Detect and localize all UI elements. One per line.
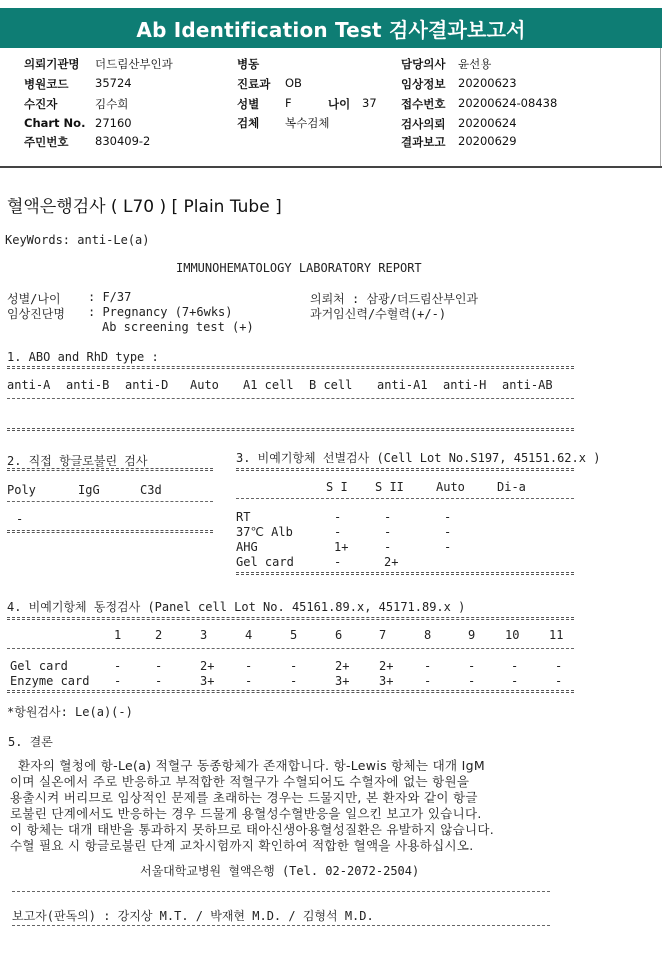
screen-cell: -	[334, 525, 342, 539]
reporter-rule-bottom	[12, 925, 550, 926]
panel-cell: -	[424, 674, 432, 688]
screen-cell: 1+	[334, 540, 349, 554]
section-title: 혈액은행검사 ( L70 ) [ Plain Tube ]	[7, 197, 282, 217]
panel-cell: -	[290, 674, 298, 688]
screen-rule-top	[236, 468, 574, 471]
diagnosis-value-1: : Pregnancy (7+6wks)	[88, 305, 233, 319]
panel-cell: -	[555, 659, 563, 673]
panel-col: 3	[200, 628, 208, 642]
panel-cell: 3+	[200, 674, 215, 688]
panel-rule-mid	[7, 648, 574, 649]
abo-col-anti-a: anti-A	[7, 378, 51, 392]
panel-col: 2	[155, 628, 163, 642]
screen-cell: -	[444, 540, 452, 554]
panel-cell: -	[245, 674, 253, 688]
conclusion-line: 이 항체는 대개 태반을 통과하지 못하므로 태아신생아용혈성질환은 유발하지 않습니다.	[10, 822, 494, 837]
abo-col-a1-cell: A1 cell	[243, 378, 294, 392]
hospital-contact: 서울대학교병원 혈액은행 (Tel. 02-2072-2504)	[140, 864, 420, 878]
screen-col-auto: Auto	[436, 480, 465, 494]
panel-col: 8	[424, 628, 432, 642]
screen-col-dia: Di-a	[497, 480, 526, 494]
conclusion-line: 용출시켜 버리므로 임상적인 문제를 초래하는 경우는 드물지만, 본 환자와 같이 항글	[10, 790, 478, 805]
dat-col-igg: IgG	[78, 483, 100, 497]
screen-rule-mid	[236, 498, 574, 499]
reporter: 보고자(판독의) : 강지상 M.T. / 박재현 M.D. / 김형석 M.D.	[12, 909, 374, 923]
dat-rule-mid	[7, 501, 213, 502]
reporter-rule-top	[12, 891, 550, 892]
abo-col-b-cell: B cell	[309, 378, 353, 392]
screen-col-s1: S I	[326, 480, 348, 494]
referrer: 의뢰처 : 삼광/더드림산부인과	[310, 292, 479, 306]
screen-cell: 2+	[384, 555, 399, 569]
header-divider	[0, 166, 662, 168]
screen-row-label: RT	[236, 510, 251, 524]
screen-row-label: AHG	[236, 540, 258, 554]
panel-cell: -	[155, 659, 163, 673]
panel-col: 4	[245, 628, 253, 642]
abo-col-anti-ab: anti-AB	[502, 378, 553, 392]
screen-cell: -	[384, 525, 392, 539]
panel-cell: -	[511, 674, 519, 688]
dat-value: -	[16, 512, 24, 526]
header-right-border	[660, 48, 661, 168]
panel-cell: -	[468, 674, 476, 688]
screen-cell: -	[334, 555, 342, 569]
abo-col-anti-h: anti-H	[443, 378, 487, 392]
sex-age-value: : F/37	[88, 290, 132, 304]
panel-cell: -	[114, 659, 122, 673]
abo-col-auto: Auto	[190, 378, 219, 392]
dat-rule-bottom	[7, 530, 213, 533]
report-heading: IMMUNOHEMATOLOGY LABORATORY REPORT	[176, 261, 422, 275]
panel-col: 11	[549, 628, 564, 642]
abo-col-anti-d: anti-D	[125, 378, 169, 392]
abo-rule-bottom	[7, 428, 574, 431]
abo-rule-mid	[7, 398, 574, 399]
dat-title: 2. 직접 항글로불린 검사	[7, 454, 148, 468]
panel-col: 9	[468, 628, 476, 642]
abo-col-anti-a1: anti-A1	[377, 378, 428, 392]
screen-cell: -	[334, 510, 342, 524]
history: 과거임신력/수혈력(+/-)	[310, 307, 447, 321]
panel-rule-top	[7, 617, 574, 620]
report-banner-title: Ab Identification Test 검사결과보고서	[0, 8, 662, 48]
panel-cell: -	[114, 674, 122, 688]
panel-cell: 2+	[379, 659, 394, 673]
keywords: KeyWords: anti-Le(a)	[5, 233, 150, 247]
panel-cell: 2+	[200, 659, 215, 673]
panel-rule-bottom	[7, 690, 574, 693]
panel-row-label: Enzyme card	[10, 674, 90, 688]
panel-cell: -	[155, 674, 163, 688]
dat-rule-top	[7, 468, 213, 471]
screen-cell: -	[384, 510, 392, 524]
panel-cell: -	[511, 659, 519, 673]
panel-cell: 3+	[335, 674, 350, 688]
conclusion-line: 환자의 혈청에 항-Le(a) 적혈구 동종항체가 존재합니다. 항-Lewis 항체는 대개 IgM	[18, 758, 485, 773]
screen-cell: -	[444, 525, 452, 539]
conclusion-line: 이며 실온에서 주로 반응하고 부적합한 적혈구가 수혈되어도 수혈자에 없는 항원을	[10, 774, 470, 789]
abo-title: 1. ABO and RhD type :	[7, 350, 159, 364]
panel-cell: -	[245, 659, 253, 673]
abo-col-anti-b: anti-B	[66, 378, 110, 392]
panel-col: 5	[290, 628, 298, 642]
diagnosis-label: 임상진단명	[7, 307, 65, 321]
screen-row-label: 37℃ Alb	[236, 525, 293, 539]
panel-col: 7	[379, 628, 387, 642]
panel-col: 10	[505, 628, 520, 642]
screen-row-label: Gel card	[236, 555, 294, 569]
diagnosis-value-2: Ab screening test (+)	[102, 320, 254, 334]
panel-col: 1	[114, 628, 122, 642]
conclusion-line: 로불린 단계에서도 반응하는 경우 드물게 용혈성수혈반응을 일으킨 보고가 있습니다.	[10, 806, 482, 821]
panel-row-label: Gel card	[10, 659, 68, 673]
abo-rule-top	[7, 366, 574, 369]
dat-col-poly: Poly	[7, 483, 36, 497]
dat-col-c3d: C3d	[140, 483, 162, 497]
panel-cell: -	[290, 659, 298, 673]
panel-cell: 3+	[379, 674, 394, 688]
panel-col: 6	[335, 628, 343, 642]
panel-cell: -	[555, 674, 563, 688]
conclusion-line: 수혈 필요 시 항글로불린 단계 교차시험까지 확인하여 적합한 혈액을 사용하십시오.	[10, 838, 474, 853]
screen-title: 3. 비예기항체 선별검사 (Cell Lot No.S197, 45151.62.x )	[236, 451, 601, 465]
panel-cell: -	[468, 659, 476, 673]
conclusion-title: 5. 결론	[8, 735, 53, 749]
screen-col-s2: S II	[375, 480, 404, 494]
screen-cell: -	[384, 540, 392, 554]
panel-cell: -	[424, 659, 432, 673]
panel-cell: 2+	[335, 659, 350, 673]
panel-title: 4. 비예기항체 동정검사 (Panel cell Lot No. 45161.89.x, 45171.89.x )	[7, 600, 466, 614]
sex-age-label: 성별/나이	[7, 292, 61, 306]
screen-cell: -	[444, 510, 452, 524]
antigen-test: *항원검사: Le(a)(-)	[7, 705, 133, 719]
screen-rule-bottom	[236, 572, 574, 575]
